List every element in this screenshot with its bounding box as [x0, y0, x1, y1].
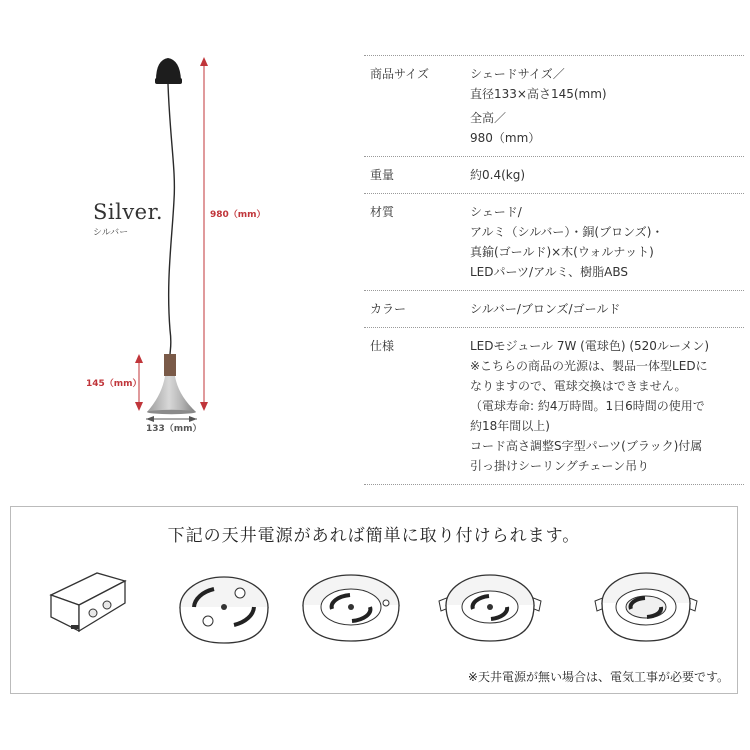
spec-value-line: なりますので、電球交換はできません。: [470, 379, 687, 393]
hook-ceiling-socket-icon: [435, 567, 545, 647]
round-ceiling-rosette-icon: [298, 567, 404, 647]
spec-row: [364, 290, 744, 327]
install-info-box: [10, 506, 738, 694]
arrow-right-icon: [189, 416, 197, 422]
spec-value-line: LEDパーツ/アルミ、樹脂ABS: [470, 265, 628, 279]
spec-value: [470, 336, 744, 476]
round-ceiling-socket-icon: [174, 567, 274, 647]
color-name-jp: シルバー: [93, 228, 129, 238]
spec-row: [364, 193, 744, 290]
spec-value-line: シェード/: [470, 205, 522, 219]
arrow-up-icon: [200, 57, 208, 66]
spec-value-line: 引っ掛けシーリングチェーン吊り: [470, 459, 650, 473]
spec-key: 仕様: [370, 339, 395, 353]
total-height-label: 980（mm）: [210, 210, 266, 220]
spec-table: [364, 55, 744, 485]
spec-row: [364, 55, 744, 156]
spec-row: [364, 327, 744, 485]
spec-row: [364, 156, 744, 193]
install-note: ※天井電源が無い場合は、電気工事が必要です。: [467, 670, 729, 684]
hook-ceiling-rosette-icon: [591, 567, 701, 647]
arrow-down-icon: [200, 402, 208, 411]
ceiling-box-icon: [45, 567, 135, 647]
ceiling-canopy: [156, 58, 181, 80]
spec-key: カラー: [370, 302, 407, 316]
spec-value-line: シェードサイズ／: [470, 67, 565, 81]
spec-value-line: （電球寿命: 約4万時間。1日6時間の使用で: [470, 399, 705, 413]
spec-value: [470, 202, 744, 282]
arrow-up-icon: [135, 354, 143, 363]
spec-value: [470, 299, 744, 319]
silver-shade: [147, 376, 196, 412]
spec-value-line: コード高さ調整S字型パーツ(ブラック)付属: [470, 439, 703, 453]
spec-key: 材質: [370, 205, 395, 219]
shade-rim: [147, 410, 196, 414]
spec-value-line: ※こちらの商品の光源は、製品一体型LEDに: [470, 359, 708, 373]
spec-value-line: LEDモジュール 7W (電球色) (520ルーメン): [470, 339, 710, 353]
arrow-left-icon: [146, 416, 154, 422]
color-name: Silver.: [93, 200, 164, 224]
spec-value-line: 約18年間以上): [470, 419, 550, 433]
spec-key: 商品サイズ: [370, 67, 430, 81]
spec-value-line: 全高／: [470, 111, 507, 125]
spec-value-line: 真鍮(ゴールド)×木(ウォルナット): [470, 245, 654, 259]
spec-value: [470, 165, 744, 185]
arrow-down-icon: [135, 402, 143, 411]
diameter-label: 133（mm）: [146, 424, 202, 434]
spec-value-line: 直径133×高さ145(mm): [470, 87, 607, 101]
spec-key: 重量: [370, 168, 395, 182]
spec-value-line: 約0.4(kg): [470, 168, 526, 182]
canopy-base: [155, 78, 182, 84]
spec-value-line: 980（mm）: [470, 131, 541, 145]
lamp-illustration: [0, 0, 360, 440]
spec-value-line: アルミ（シルバー）・銅(ブロンズ)・: [470, 225, 664, 239]
spec-value: [470, 64, 744, 148]
spec-value-line: シルバー/ブロンズ/ゴールド: [470, 302, 621, 316]
power-cord: [168, 84, 174, 355]
shade-height-label: 145（mm）: [86, 379, 142, 389]
install-title: 下記の天井電源があれば簡単に取り付けられます。: [167, 526, 581, 546]
wood-neck: [164, 354, 176, 376]
